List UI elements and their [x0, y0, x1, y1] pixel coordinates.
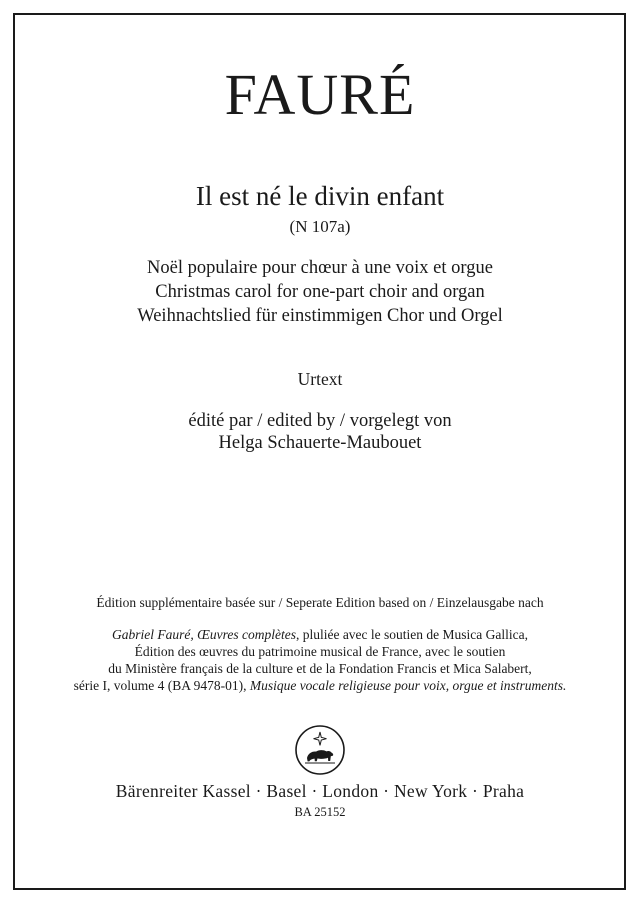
source-line-1-rest: , pluliée avec le soutien de Musica Gallica, [295, 627, 528, 642]
source-volume-title: Musique vocale religieuse pour voix, orgue et instruments. [249, 678, 567, 693]
edition-number: BA 25152 [294, 805, 346, 819]
work-title: Il est né le divin enfant [195, 181, 445, 211]
subtitle-german: Weihnachtslied für einstimmigen Chor und Orgel [137, 306, 503, 326]
editor-name: Helga Schauerte-Maubouet [218, 433, 422, 453]
source-line-3: du Ministère français de la culture et de la Fondation Francis et Mica Salabert, [108, 661, 532, 676]
catalog-number: (N 107a) [289, 217, 351, 236]
source-collection-title: Gabriel Fauré, Œuvres complètes [112, 627, 296, 642]
source-line-4-plain: série I, volume 4 (BA 9478-01), [73, 678, 250, 693]
publisher-line: Bärenreiter Kassel · Basel · London · New York · Praha [115, 781, 525, 801]
edition-basis: Édition supplémentaire basée sur / Seperate Edition based on / Einzelausgabe nach [96, 595, 544, 610]
subtitle-french: Noël populaire pour chœur à une voix et orgue [147, 258, 493, 278]
source-line-4 [0, 677, 640, 694]
source-line-2: Édition des œuvres du patrimoine musical de France, avec le soutien [134, 644, 506, 659]
source-line-1 [0, 626, 640, 643]
composer-name: FAURÉ [224, 62, 416, 127]
subtitle-english: Christmas carol for one-part choir and organ [155, 282, 485, 302]
urtext-label: Urtext [297, 369, 343, 389]
barenreiter-bear-logo-icon [294, 724, 346, 776]
edited-by-label: édité par / edited by / vorgelegt von [188, 411, 452, 431]
